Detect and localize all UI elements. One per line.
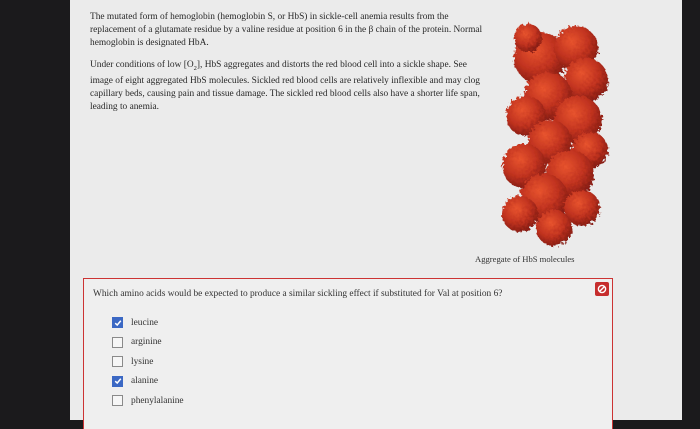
answer-options bbox=[112, 313, 184, 411]
hbs-aggregate-image bbox=[488, 18, 618, 254]
checkbox-lysine[interactable] bbox=[112, 356, 123, 367]
figure-caption: Aggregate of HbS molecules bbox=[475, 254, 575, 264]
molecule-cluster bbox=[502, 24, 608, 246]
option-label: alanine bbox=[131, 376, 159, 387]
hbs-aggregate-figure bbox=[488, 18, 618, 254]
option-label: lysine bbox=[131, 356, 154, 367]
question-text: Which amino acids would be expected to produce a similar sickling effect if substituted for Val at position 6? bbox=[93, 289, 503, 299]
passage bbox=[90, 11, 488, 122]
paragraph-2-text-end: ], HbS aggregates and distorts the red blood cell into a sickle shape. See image of eight aggregated HbS molecules. Sickled red blood cells are relatively inflexible and may clog capillary beds, causing pain and tissue damage. The sickled red blood cells also have a shorter life span, leading to anemia. bbox=[90, 59, 480, 113]
checkbox-leucine[interactable] bbox=[112, 317, 123, 328]
checkmark-icon bbox=[114, 377, 122, 385]
checkbox-arginine[interactable] bbox=[112, 337, 123, 348]
checkmark-icon bbox=[114, 319, 122, 327]
option-lysine[interactable] bbox=[112, 352, 184, 372]
checkbox-alanine[interactable] bbox=[112, 376, 123, 387]
oxygen-subscript: 2 bbox=[193, 64, 197, 72]
passage-paragraph-2 bbox=[90, 59, 488, 115]
no-entry-icon[interactable] bbox=[595, 282, 609, 296]
question-box bbox=[83, 278, 613, 429]
checkbox-phenylalanine[interactable] bbox=[112, 395, 123, 406]
passage-paragraph-1: The mutated form of hemoglobin (hemoglobin S, or HbS) in sickle-cell anemia results from the replacement of a glutamate residue by a valine residue at position 6 in the β chain of the protein. Normal hemoglobin is designated HbA. bbox=[90, 12, 483, 49]
option-leucine[interactable] bbox=[112, 313, 184, 333]
option-alanine[interactable] bbox=[112, 372, 184, 392]
option-label: phenylalanine bbox=[131, 395, 184, 406]
option-arginine[interactable] bbox=[112, 333, 184, 353]
option-phenylalanine[interactable] bbox=[112, 391, 184, 411]
question-page bbox=[70, 0, 682, 420]
option-label: leucine bbox=[131, 317, 159, 328]
option-label: arginine bbox=[131, 337, 162, 348]
paragraph-2-text-start: Under conditions of low [O bbox=[90, 59, 194, 70]
